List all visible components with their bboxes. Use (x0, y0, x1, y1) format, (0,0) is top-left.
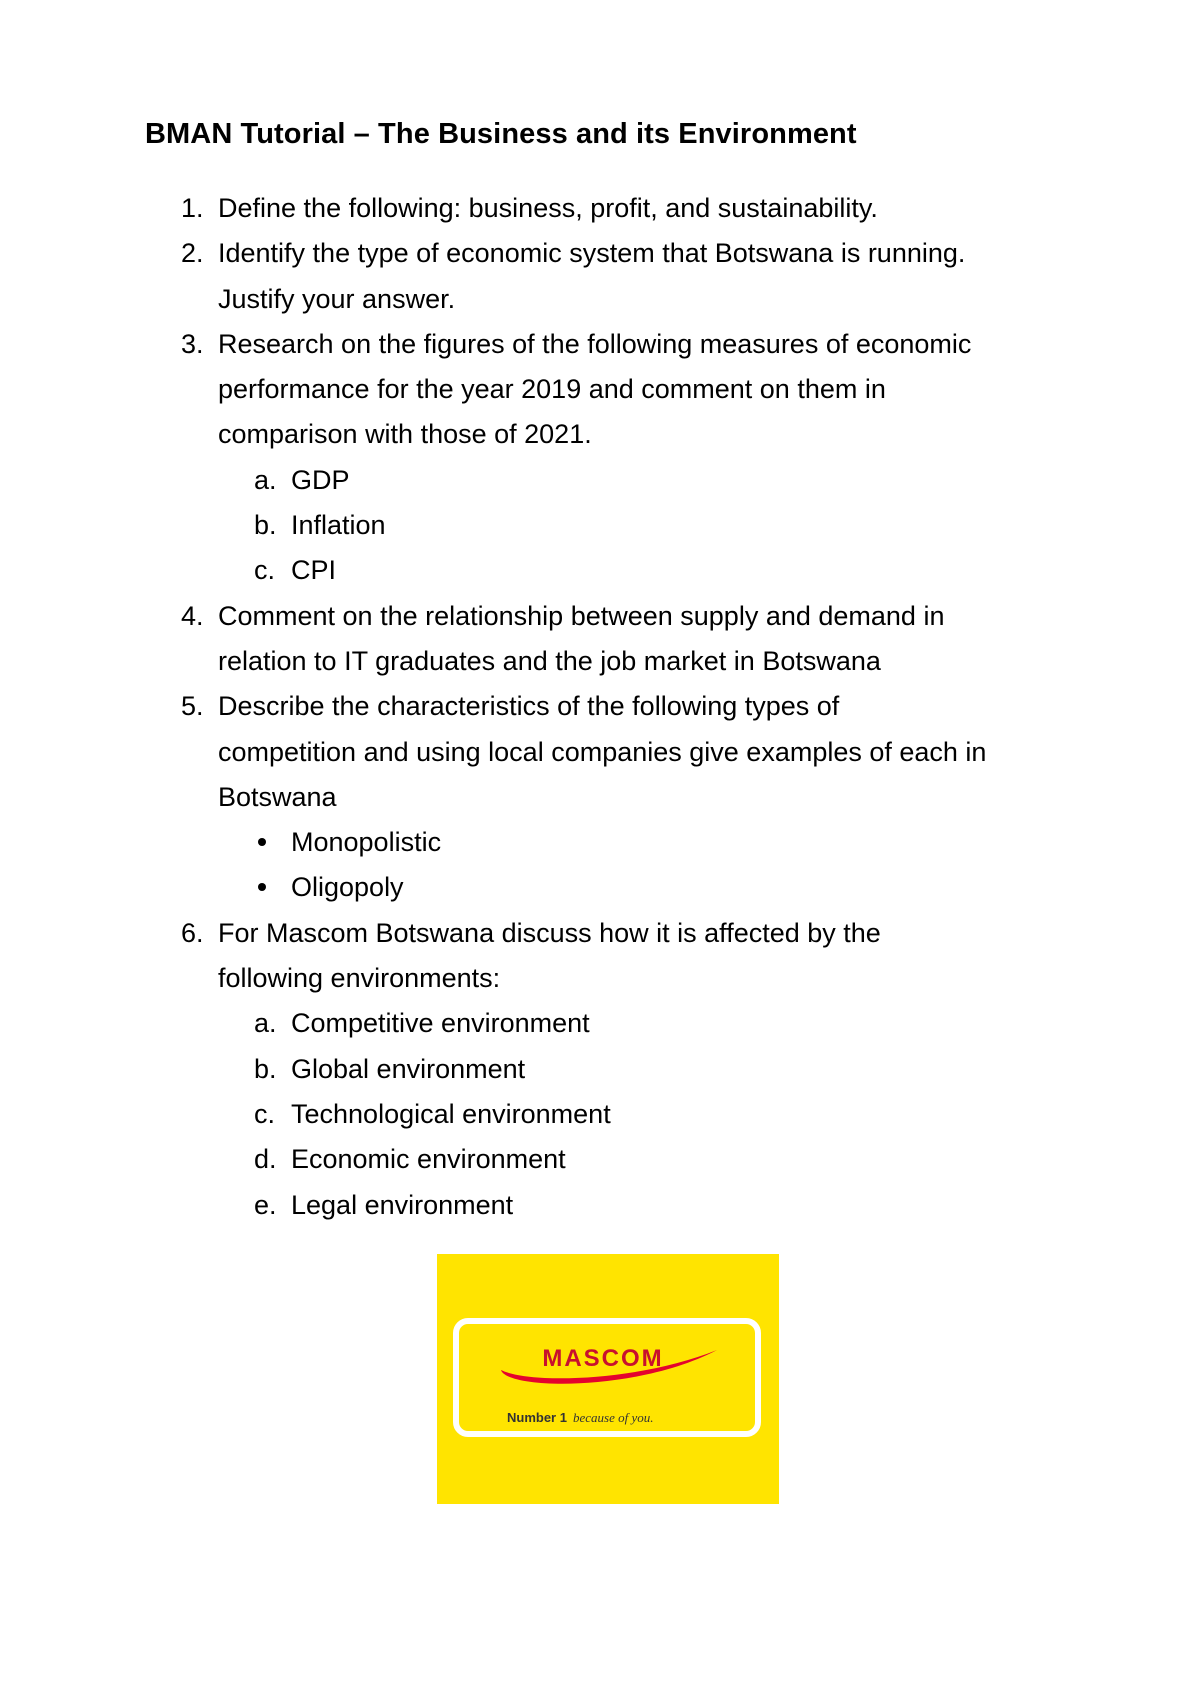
subitem-marker: b. (254, 1053, 277, 1084)
bullet-icon (258, 838, 266, 846)
subitem-marker: b. (254, 510, 277, 541)
question-text-line: performance for the year 2019 and comment on them in (218, 374, 886, 405)
question-item (145, 911, 1095, 1228)
subitem-text: Economic environment (291, 1144, 566, 1175)
question-item (145, 186, 1095, 231)
subitem (218, 820, 1095, 865)
subitem-text: Monopolistic (291, 827, 442, 858)
question-text-line: Justify your answer. (218, 283, 456, 314)
logo-tagline-italic: because of you. (572, 1410, 654, 1425)
question-item (145, 322, 1095, 594)
question-item (145, 684, 1095, 910)
question-number: 4. (181, 600, 204, 631)
logo-wordmark: MASCOM (542, 1345, 664, 1372)
question-number: 2. (181, 238, 204, 269)
subitem-list (218, 1001, 1095, 1227)
question-text-line: following environments: (218, 963, 501, 994)
subitem-marker: c. (254, 555, 276, 586)
subitem-text: CPI (291, 555, 337, 586)
question-text-line: relation to IT graduates and the job market in Botswana (218, 645, 881, 676)
question-number: 3. (181, 328, 204, 359)
mascom-logo-graphic (437, 1254, 779, 1504)
logo-tagline-bold: Number 1 (507, 1410, 567, 1425)
subitem (218, 1047, 1095, 1092)
subitem (218, 458, 1095, 503)
question-number: 5. (181, 691, 204, 722)
subitem (218, 1137, 1095, 1182)
subitem-marker: c. (254, 1098, 276, 1129)
question-number: 6. (181, 917, 204, 948)
question-text-line: Define the following: business, profit, and sustainability. (218, 193, 878, 223)
question-text-line: Research on the figures of the following measures of economic (218, 328, 972, 359)
question-text-line: Describe the characteristics of the following types of (218, 691, 840, 722)
subitem (218, 1001, 1095, 1046)
question-number: 1. (181, 193, 204, 223)
subitem-list (218, 458, 1095, 594)
question-text-line: competition and using local companies give examples of each in (218, 736, 987, 767)
subitem-text: Technological environment (291, 1098, 611, 1129)
subitem-text: GDP (291, 464, 350, 495)
subitem (218, 548, 1095, 593)
question-item (145, 594, 1095, 685)
question-list (145, 186, 1095, 1228)
subitem-marker: a. (254, 464, 277, 495)
subitem-marker: e. (254, 1189, 277, 1220)
question-text-line: Comment on the relationship between supply and demand in (218, 600, 945, 631)
subitem-text: Oligopoly (291, 872, 404, 903)
subitem (218, 1092, 1095, 1137)
subitem (218, 1183, 1095, 1228)
question-text-line: comparison with those of 2021. (218, 419, 592, 450)
subitem-marker: d. (254, 1144, 277, 1175)
subitem-text: Legal environment (291, 1189, 514, 1220)
question-text-line: Botswana (218, 781, 337, 812)
question-text-line: For Mascom Botswana discuss how it is affected by the (218, 917, 881, 948)
subitem-marker: a. (254, 1008, 277, 1039)
subitem-list (218, 820, 1095, 911)
document-title: BMAN Tutorial – The Business and its Environment (145, 118, 857, 150)
bullet-icon (258, 883, 266, 891)
subitem (218, 503, 1095, 548)
mascom-logo (437, 1254, 779, 1504)
subitem-text: Global environment (291, 1053, 526, 1084)
question-item (145, 231, 1095, 322)
subitem-text: Competitive environment (291, 1008, 590, 1039)
question-text-line: Identify the type of economic system that Botswana is running. (218, 238, 966, 269)
logo-tagline (507, 1410, 653, 1425)
subitem (218, 865, 1095, 910)
subitem-text: Inflation (291, 510, 386, 541)
